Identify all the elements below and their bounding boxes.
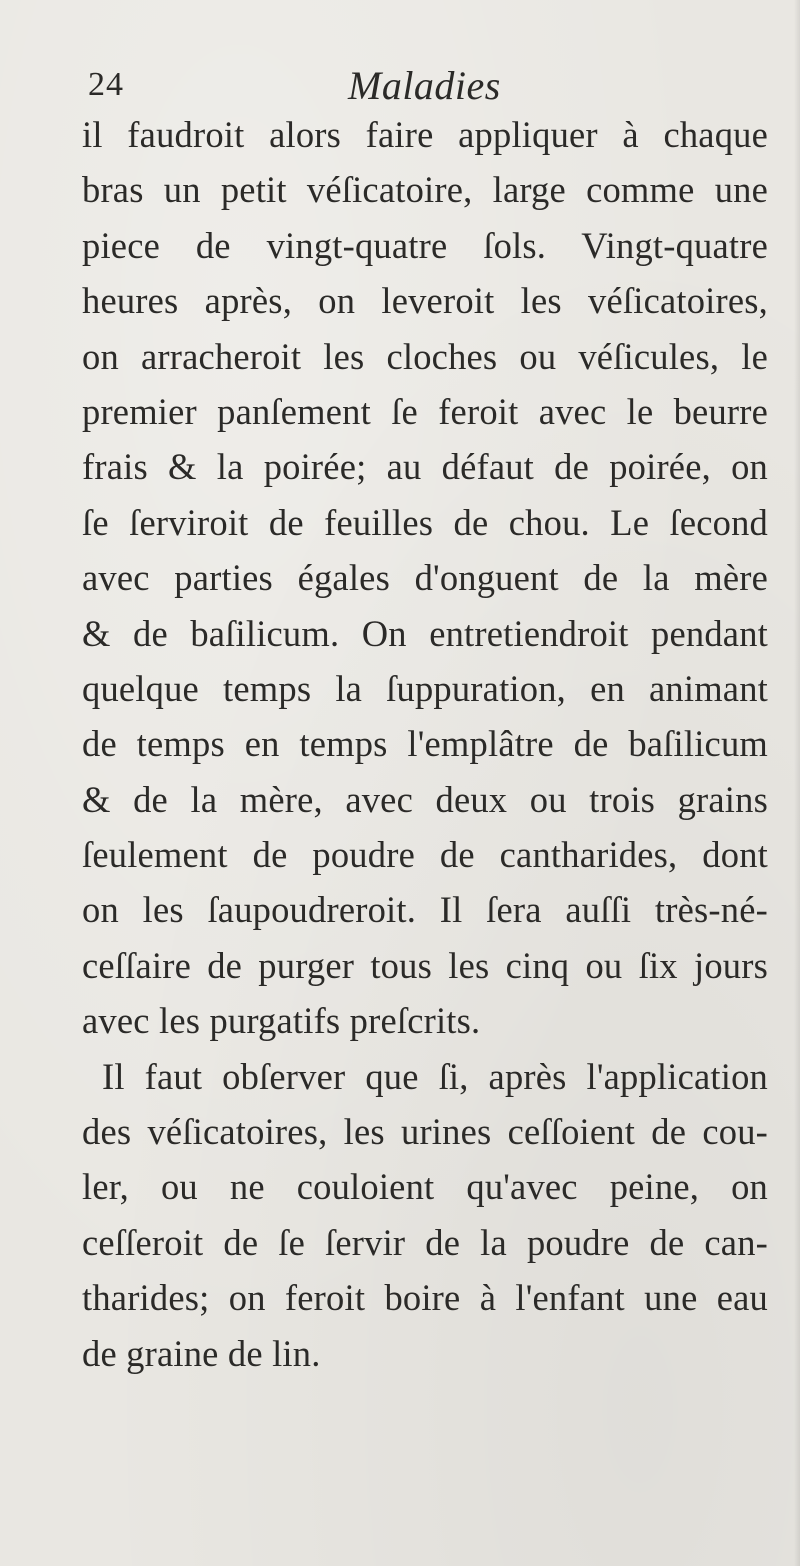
text-line: on arracheroit les cloches ou véſicules, le [82, 335, 768, 377]
text-line: Il faut obſerver que ſi, après l'application [102, 1055, 768, 1097]
text-line: on les ſaupoudreroit. Il ſera auſſi très-né- [82, 889, 768, 931]
running-head-title: Maladies [348, 63, 501, 108]
text-line: frais & la poirée; au défaut de poirée, on [82, 446, 768, 488]
text-line: premier panſement ſe feroit avec le beurre [82, 390, 768, 432]
text-line: avec les purgatifs preſcrits. [82, 1000, 481, 1042]
text-line: ceſſeroit de ſe ſervir de la poudre de can- [82, 1221, 768, 1263]
text-line: tharides; on feroit boire à l'enfant une eau [82, 1277, 768, 1319]
body-text [82, 107, 768, 1381]
text-line: ſeulement de poudre de cantharides, dont [82, 834, 768, 876]
text-line: & de la mère, avec deux ou trois grains [82, 778, 768, 820]
text-line: quelque temps la ſuppuration, en animant [82, 667, 768, 709]
text-line: piece de vingt-quatre ſols. Vingt-quatre [82, 224, 768, 266]
page-edge-shadow [794, 0, 800, 1566]
text-line: & de baſilicum. On entretiendroit pendant [82, 612, 768, 654]
text-line: il faudroit alors faire appliquer à chaque [82, 114, 768, 155]
text-line: des véſicatoires, les urines ceſſoient de cou- [82, 1111, 768, 1153]
text-line: ler, ou ne couloient qu'avec peine, on [82, 1166, 768, 1208]
text-line: avec parties égales d'onguent de la mère [82, 557, 768, 599]
text-line: ceſſaire de purger tous les cinq ou ſix jours [82, 944, 768, 986]
text-line: bras un petit véſicatoire, large comme une [82, 169, 768, 211]
text-line: de graine de lin. [82, 1332, 321, 1374]
text-line: heures après, on leveroit les véſicatoires, [82, 280, 768, 322]
text-line: de temps en temps l'emplâtre de baſilicum [82, 723, 768, 765]
text-line: ſe ſerviroit de feuilles de chou. Le ſecond [82, 501, 768, 543]
running-head [0, 62, 800, 112]
page-number: 24 [88, 66, 124, 103]
